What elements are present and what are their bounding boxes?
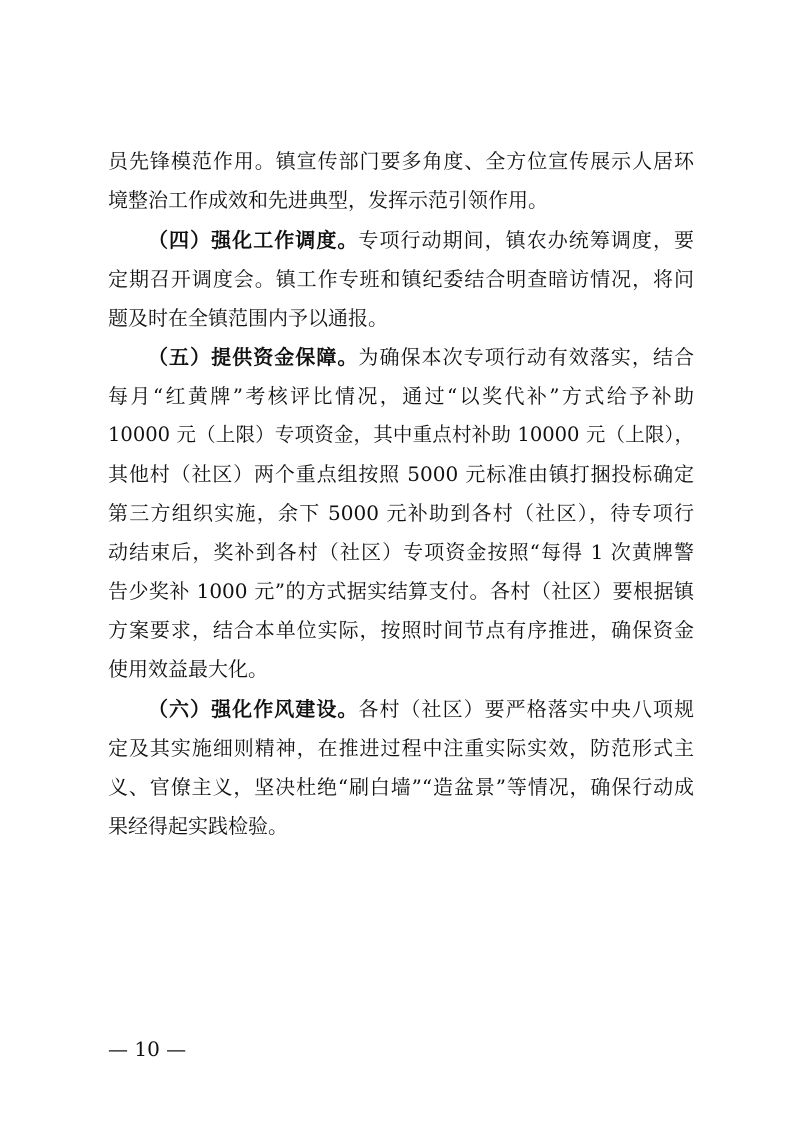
body-line: 员先锋模范作用。镇宣传部门要多角度、全方位宣传展示人居环: [108, 149, 694, 173]
body-text: 专项行动期间，镇农办统筹调度，要: [358, 228, 695, 252]
body-text: 为确保本次专项行动有效落实，结合: [358, 345, 695, 369]
paragraph-first-line: [148, 694, 694, 724]
body-line: 使用效益最大化。: [108, 657, 268, 681]
body-line: 每月“红黄牌”考核评比情况，通过“以奖代补”方式给予补助: [108, 384, 694, 408]
body-line: 题及时在全镇范围内予以通报。: [108, 306, 388, 330]
body-line: 10000 元（上限）专项资金，其中重点村补助 10000 元（上限），: [108, 423, 694, 446]
section-heading: （五）提供资金保障。: [148, 345, 359, 369]
body-line: 果经得起实践检验。: [108, 814, 288, 838]
section-heading: （四）强化工作调度。: [148, 228, 359, 252]
body-text: 各村（社区）要严格落实中央八项规: [358, 697, 695, 721]
body-line: 定期召开调度会。镇工作专班和镇纪委结合明查暗访情况，将问: [108, 267, 694, 291]
body-line: 动结束后，奖补到各村（社区）专项资金按照“每得 1 次黄牌警: [108, 540, 694, 564]
body-line: 义、官僚主义，坚决杜绝“刷白墙”“造盆景”等情况，确保行动成: [108, 775, 694, 799]
section-heading: （六）强化作风建设。: [148, 697, 359, 721]
body-line: 境整治工作成效和先进典型，发挥示范引领作用。: [108, 188, 548, 212]
paragraph-first-line: [148, 342, 694, 372]
paragraph-first-line: [148, 225, 694, 255]
body-line: 其他村（社区）两个重点组按照 5000 元标准由镇打捆投标确定: [108, 462, 694, 486]
body-line: 方案要求，结合本单位实际，按照时间节点有序推进，确保资金: [108, 618, 694, 642]
body-line: 第三方组织实施，余下 5000 元补助到各村（社区），待专项行: [108, 501, 694, 525]
body-line: 告少奖补 1000 元”的方式据实结算支付。各村（社区）要根据镇: [108, 579, 694, 603]
body-line: 定及其实施细则精神，在推进过程中注重实际实效，防范形式主: [108, 736, 694, 760]
page-number: — 10 —: [108, 1037, 187, 1061]
